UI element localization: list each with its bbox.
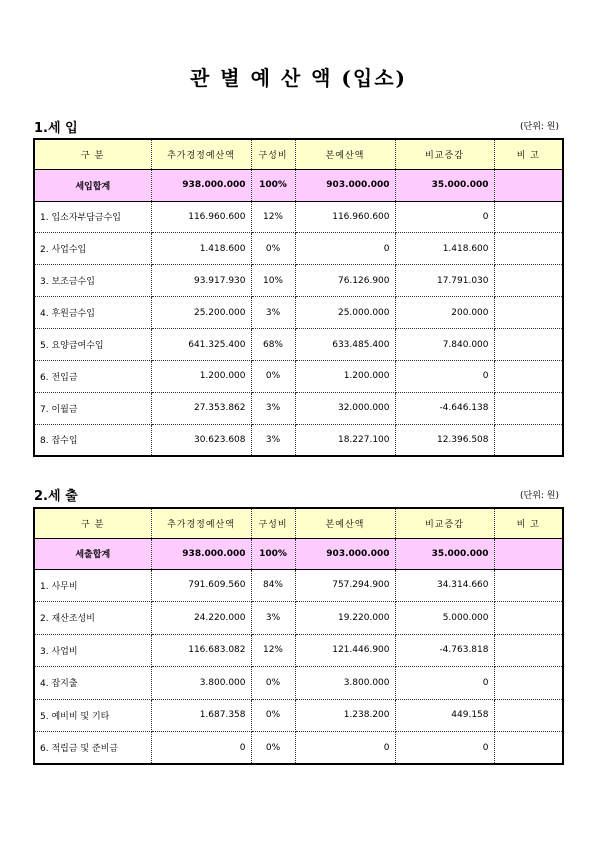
row-base: 1.200.000 xyxy=(295,360,395,392)
row-name: 3. 보조금수입 xyxy=(34,265,151,297)
row-note xyxy=(494,667,563,700)
total-name: 세출합계 xyxy=(34,538,151,569)
row-base: 25.000.000 xyxy=(295,297,395,329)
row-base: 76.126.900 xyxy=(295,265,395,297)
row-base: 18.227.100 xyxy=(295,424,395,456)
row-difference: 17.791.030 xyxy=(395,265,494,297)
row-difference: 34.314.660 xyxy=(395,569,494,602)
table-row xyxy=(34,265,563,297)
row-supplementary: 30.623.608 xyxy=(151,424,251,456)
row-supplementary: 116.683.082 xyxy=(151,634,251,667)
row-base: 0 xyxy=(295,233,395,265)
total-name: 세입합계 xyxy=(34,169,151,201)
row-difference: -4.763.818 xyxy=(395,634,494,667)
row-ratio: 12% xyxy=(251,634,295,667)
row-difference: 5.000.000 xyxy=(395,602,494,635)
header-difference: 비교증감 xyxy=(395,139,494,169)
row-name: 1. 입소자부담금수입 xyxy=(34,201,151,233)
row-ratio: 0% xyxy=(251,233,295,265)
row-ratio: 3% xyxy=(251,424,295,456)
row-name: 5. 요양급여수입 xyxy=(34,329,151,361)
row-note xyxy=(494,634,563,667)
header-supplementary-budget: 추가경정예산액 xyxy=(151,508,251,538)
row-difference: 200.000 xyxy=(395,297,494,329)
row-difference: 0 xyxy=(395,732,494,765)
row-difference: 0 xyxy=(395,201,494,233)
table-row xyxy=(34,233,563,265)
row-difference: 0 xyxy=(395,360,494,392)
row-name: 4. 잡지출 xyxy=(34,667,151,700)
expense-table xyxy=(33,507,564,765)
row-difference: 449.158 xyxy=(395,699,494,732)
total-ratio: 100% xyxy=(251,538,295,569)
row-note xyxy=(494,699,563,732)
row-difference: 12.396.508 xyxy=(395,424,494,456)
row-base: 3.800.000 xyxy=(295,667,395,700)
row-name: 3. 사업비 xyxy=(34,634,151,667)
row-name: 8. 잡수입 xyxy=(34,424,151,456)
row-base: 116.960.600 xyxy=(295,201,395,233)
header-category: 구 분 xyxy=(34,508,151,538)
expense-header-row xyxy=(34,508,563,538)
total-difference: 35.000.000 xyxy=(395,538,494,569)
row-ratio: 0% xyxy=(251,360,295,392)
row-supplementary: 791.609.560 xyxy=(151,569,251,602)
row-ratio: 68% xyxy=(251,329,295,361)
row-note xyxy=(494,732,563,765)
row-difference: 0 xyxy=(395,667,494,700)
row-note xyxy=(494,233,563,265)
row-supplementary: 25.200.000 xyxy=(151,297,251,329)
row-ratio: 3% xyxy=(251,392,295,424)
row-supplementary: 116.960.600 xyxy=(151,201,251,233)
total-supplementary: 938.000.000 xyxy=(151,538,251,569)
row-supplementary: 0 xyxy=(151,732,251,765)
income-table xyxy=(33,138,564,457)
expense-total-row xyxy=(34,538,563,569)
row-supplementary: 641.325.400 xyxy=(151,329,251,361)
row-supplementary: 1.200.000 xyxy=(151,360,251,392)
row-difference: 1.418.600 xyxy=(395,233,494,265)
row-name: 6. 전입금 xyxy=(34,360,151,392)
income-unit-label: (단위: 원) xyxy=(520,122,559,132)
row-ratio: 10% xyxy=(251,265,295,297)
row-supplementary: 1.687.358 xyxy=(151,699,251,732)
row-name: 2. 재산조성비 xyxy=(34,602,151,635)
header-base-budget: 본예산액 xyxy=(295,139,395,169)
total-difference: 35.000.000 xyxy=(395,169,494,201)
row-ratio: 3% xyxy=(251,297,295,329)
row-name: 5. 예비비 및 기타 xyxy=(34,699,151,732)
row-supplementary: 93.917.930 xyxy=(151,265,251,297)
row-name: 4. 후원금수입 xyxy=(34,297,151,329)
table-row xyxy=(34,602,563,635)
page-title: 관 별 예 산 액 (입소) xyxy=(190,66,407,90)
row-difference: -4.646.138 xyxy=(395,392,494,424)
total-base: 903.000.000 xyxy=(295,538,395,569)
table-row xyxy=(34,329,563,361)
row-note xyxy=(494,360,563,392)
row-base: 633.485.400 xyxy=(295,329,395,361)
row-ratio: 0% xyxy=(251,732,295,765)
row-ratio: 84% xyxy=(251,569,295,602)
table-row xyxy=(34,569,563,602)
header-ratio: 구성비 xyxy=(251,508,295,538)
row-name: 7. 이월금 xyxy=(34,392,151,424)
row-base: 32.000.000 xyxy=(295,392,395,424)
row-base: 757.294.900 xyxy=(295,569,395,602)
table-row xyxy=(34,634,563,667)
header-note: 비 고 xyxy=(494,508,563,538)
row-ratio: 0% xyxy=(251,699,295,732)
expense-unit-label: (단위: 원) xyxy=(520,491,559,501)
table-row xyxy=(34,360,563,392)
total-supplementary: 938.000.000 xyxy=(151,169,251,201)
row-name: 6. 적립금 및 준비금 xyxy=(34,732,151,765)
income-header-row xyxy=(34,139,563,169)
row-base: 19.220.000 xyxy=(295,602,395,635)
header-difference: 비교증감 xyxy=(395,508,494,538)
total-note xyxy=(494,169,563,201)
row-supplementary: 24.220.000 xyxy=(151,602,251,635)
row-name: 1. 사무비 xyxy=(34,569,151,602)
row-note xyxy=(494,602,563,635)
row-difference: 7.840.000 xyxy=(395,329,494,361)
row-note xyxy=(494,392,563,424)
table-row xyxy=(34,424,563,456)
row-base: 0 xyxy=(295,732,395,765)
row-base: 121.446.900 xyxy=(295,634,395,667)
row-supplementary: 3.800.000 xyxy=(151,667,251,700)
table-row xyxy=(34,297,563,329)
header-supplementary-budget: 추가경정예산액 xyxy=(151,139,251,169)
row-ratio: 12% xyxy=(251,201,295,233)
table-row xyxy=(34,201,563,233)
total-ratio: 100% xyxy=(251,169,295,201)
row-ratio: 3% xyxy=(251,602,295,635)
table-row xyxy=(34,667,563,700)
table-row xyxy=(34,392,563,424)
row-note xyxy=(494,201,563,233)
row-note xyxy=(494,265,563,297)
header-category: 구 분 xyxy=(34,139,151,169)
row-supplementary: 1.418.600 xyxy=(151,233,251,265)
header-base-budget: 본예산액 xyxy=(295,508,395,538)
row-ratio: 0% xyxy=(251,667,295,700)
row-note xyxy=(494,424,563,456)
header-note: 비 고 xyxy=(494,139,563,169)
row-note xyxy=(494,329,563,361)
row-supplementary: 27.353.862 xyxy=(151,392,251,424)
row-note xyxy=(494,569,563,602)
table-row xyxy=(34,732,563,765)
income-section-heading: 1.세 입 xyxy=(34,121,78,136)
total-note xyxy=(494,538,563,569)
row-name: 2. 사업수입 xyxy=(34,233,151,265)
table-row xyxy=(34,699,563,732)
income-total-row xyxy=(34,169,563,201)
header-ratio: 구성비 xyxy=(251,139,295,169)
expense-section-heading: 2.세 출 xyxy=(34,489,78,504)
row-note xyxy=(494,297,563,329)
total-base: 903.000.000 xyxy=(295,169,395,201)
row-base: 1.238.200 xyxy=(295,699,395,732)
